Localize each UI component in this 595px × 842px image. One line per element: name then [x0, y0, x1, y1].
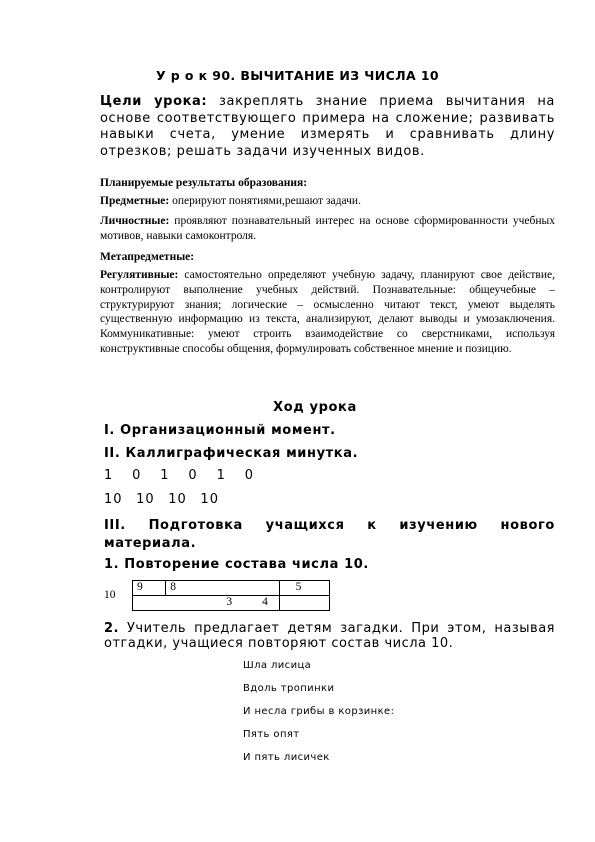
- section-3-word: к: [367, 518, 377, 533]
- calligraphy-digit: 0: [244, 468, 254, 483]
- item-2-number: 2.: [104, 621, 119, 636]
- section-3-word: учащихся: [265, 518, 345, 533]
- course-heading: Ход урока: [273, 400, 357, 415]
- calligraphy-digit: 1: [216, 468, 226, 483]
- goals-label: Цели урока:: [100, 94, 208, 109]
- section-3-line-2: материала.: [104, 536, 197, 551]
- subject-text: оперируют понятиями,решают задачи.: [169, 195, 361, 207]
- section-3: [104, 518, 555, 533]
- calligraphy-row-1: [104, 468, 254, 483]
- calligraphy-digit: 0: [188, 468, 198, 483]
- riddle-line: И пять лисичек: [243, 752, 330, 763]
- planned-heading-text: Планируемые результаты образования:: [100, 177, 308, 189]
- calligraphy-digit: 1: [104, 468, 114, 483]
- calligraphy-row-2: [104, 492, 219, 507]
- composition-value: 4: [262, 596, 268, 608]
- meta-label: Метапредметные:: [100, 251, 195, 263]
- calligraphy-digit: 1: [160, 468, 170, 483]
- composition-number: 10: [104, 589, 116, 601]
- riddle-line: И несла грибы в корзинке:: [243, 706, 395, 717]
- riddle-line: Шла лисица: [243, 660, 312, 671]
- section-3-word: III.: [104, 518, 126, 533]
- riddle-line: Пять опят: [243, 729, 300, 740]
- personal-label: Личностные:: [100, 215, 170, 227]
- item-2-line-1: [104, 621, 555, 636]
- riddle-line: Вдоль тропинки: [243, 683, 335, 694]
- subject-label: Предметные:: [100, 195, 170, 207]
- item-2-text-1: Учитель предлагает детям загадки. При этом, называя: [118, 621, 555, 636]
- section-2: II. Каллиграфическая минутка.: [104, 446, 359, 461]
- calligraphy-number: 10: [168, 492, 187, 507]
- item-2-line-2: отгадки, учащиеся повторяют состав числа 10.: [104, 636, 454, 651]
- item-2: [104, 621, 555, 651]
- planned-results-heading: [100, 176, 555, 191]
- calligraphy-number: 10: [136, 492, 155, 507]
- regulative-results: [100, 268, 555, 357]
- item-1: 1. Повторение состава числа 10.: [104, 557, 369, 572]
- calligraphy-number: 10: [200, 492, 219, 507]
- lesson-title: У р о к 90. ВЫЧИТАНИЕ ИЗ ЧИСЛА 10: [155, 68, 440, 83]
- composition-value: 3: [226, 596, 233, 608]
- meta-results-heading: [100, 250, 555, 265]
- section-3-word: нового: [500, 518, 555, 533]
- composition-cell: [279, 596, 329, 611]
- goals-text: закреплять знание приема вычитания на основе соответствующего примера на сложение; развивать навыки счета, умение измерять и сравнивать длину отрезков; решать задачи изученных видов.: [100, 94, 556, 159]
- personal-results: [100, 214, 555, 244]
- section-3-word: изучению: [399, 518, 478, 533]
- calligraphy-number: 10: [104, 492, 123, 507]
- composition-cell: 8: [166, 581, 199, 596]
- composition-table: [132, 580, 330, 611]
- regulative-text: самостоятельно определяют учебную задачу, планируют свое действие, контролируют выполнение учебных действий. Познавательные: общеучебные – структурируют знания; логические – осмысленно читают текст, умеют выделять существенную информацию из текста, анализируют, делают выводы и умозаключения. Коммуникативные: умеют строить взаимодействие со сверстниками, используя конструктивные способы общения, формулировать собственное мнение и позицию.: [100, 269, 555, 355]
- composition-cell: [198, 596, 279, 611]
- lesson-goals: [100, 94, 555, 160]
- composition-cell: 9: [133, 581, 166, 596]
- section-1: I. Организационный момент.: [104, 423, 336, 438]
- section-3-word: Подготовка: [148, 518, 243, 533]
- calligraphy-digit: 0: [132, 468, 142, 483]
- subject-results: [100, 194, 555, 209]
- composition-cell: [133, 596, 199, 611]
- regulative-label: Регулятивные:: [100, 269, 179, 281]
- composition-cell: 5: [279, 581, 329, 596]
- personal-text: проявляют познавательный интерес на основе сформированности учебных мотивов, навыки самоконтроля.: [100, 215, 555, 242]
- composition-cell: [198, 581, 279, 596]
